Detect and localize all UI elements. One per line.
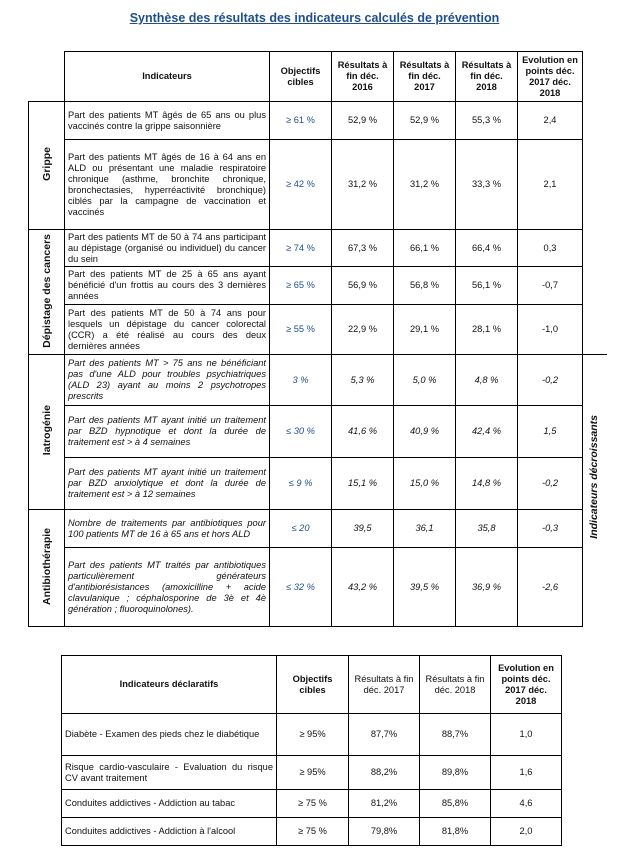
row-indicator: Part des patients MT ayant initié un traitement par BZD hypnotique et dont la durée de traitement est > à 4 semaines (65, 406, 270, 458)
row-2018: 88,7% (420, 714, 491, 756)
table-row (62, 790, 562, 818)
header2-indicator: Indicateurs déclaratifs (62, 656, 277, 714)
row-2016: 43,2 % (332, 548, 394, 627)
row-2016: 15,1 % (332, 458, 394, 510)
row-objective: ≥ 42 % (270, 140, 332, 230)
row-evolution: -0,7 (518, 267, 583, 305)
row-objective: ≥ 74 % (270, 230, 332, 267)
table-row (29, 458, 583, 510)
row-2018: 28,1 % (456, 305, 518, 355)
row-2016: 31,2 % (332, 140, 394, 230)
row-objective: ≥ 65 % (270, 267, 332, 305)
row-2017: 15,0 % (394, 458, 456, 510)
row-2018: 55,3 % (456, 102, 518, 140)
row-indicator: Part des patients MT de 50 à 74 ans participant au dépistage (organisé ou individuel) du cancer du sein (65, 230, 270, 267)
row-2016: 52,9 % (332, 102, 394, 140)
header-2016: Résultats à fin déc. 2016 (332, 52, 394, 102)
row-2018: 66,4 % (456, 230, 518, 267)
table-row (29, 510, 583, 548)
row-2018: 33,3 % (456, 140, 518, 230)
row-2018: 14,8 % (456, 458, 518, 510)
row-2018: 56,1 % (456, 267, 518, 305)
row-2017: 40,9 % (394, 406, 456, 458)
side-label: Indicateurs décroissants (588, 415, 600, 539)
row-2018: 81,8% (420, 818, 491, 846)
table-row (62, 818, 562, 846)
header2-2017: Résultats à fin déc. 2017 (349, 656, 420, 714)
row-2018: 35,8 (456, 510, 518, 548)
row-evolution: 4,6 (491, 790, 562, 818)
table-row (29, 267, 583, 305)
row-objective: ≤ 20 (270, 510, 332, 548)
prevention-indicators-table (28, 51, 583, 627)
row-evolution: -1,0 (518, 305, 583, 355)
row-2017: 66,1 % (394, 230, 456, 267)
table-row (62, 714, 562, 756)
row-2018: 89,8% (420, 756, 491, 790)
row-objective: ≤ 9 % (270, 458, 332, 510)
row-2017: 29,1 % (394, 305, 456, 355)
header-indicator: Indicateurs (65, 52, 270, 102)
row-objective: ≥ 61 % (270, 102, 332, 140)
table-row (62, 756, 562, 790)
row-2018: 85,8% (420, 790, 491, 818)
row-indicator: Part des patients MT > 75 ans ne bénéficiant pas d'une ALD pour troubles psychiatriques (ALD 23) ayant au moins 2 psychotropes prescrits (65, 355, 270, 406)
row-evolution: -0,2 (518, 458, 583, 510)
row-evolution: -2,6 (518, 548, 583, 627)
row-evolution: 2,0 (491, 818, 562, 846)
row-2017: 81,2% (349, 790, 420, 818)
decreasing-indicators-bracket (582, 354, 607, 625)
corner-cell (29, 52, 65, 102)
category-grippe: Grippe (29, 102, 65, 230)
row-objective: ≥ 75 % (277, 818, 349, 846)
row-indicator: Nombre de traitements par antibiotiques pour 100 patients MT de 16 à 65 ans et hors ALD (65, 510, 270, 548)
row-evolution: 0,3 (518, 230, 583, 267)
row-indicator: Conduites addictives - Addiction au tabac (62, 790, 277, 818)
row-2016: 67,3 % (332, 230, 394, 267)
row-objective: ≥ 75 % (277, 790, 349, 818)
row-objective: ≤ 32 % (270, 548, 332, 627)
row-indicator: Risque cardio-vasculaire - Evaluation du risque CV avant traitement (62, 756, 277, 790)
table-row (29, 140, 583, 230)
header-evolution: Evolution en points déc. 2017 déc. 2018 (518, 52, 583, 102)
row-2018: 42,4 % (456, 406, 518, 458)
category-iatrogenie: Iatrogénie (29, 355, 65, 510)
row-indicator: Part des patients MT âgés de 65 ans ou plus vaccinés contre la grippe saisonnière (65, 102, 270, 140)
row-2016: 56,9 % (332, 267, 394, 305)
row-2017: 36,1 (394, 510, 456, 548)
row-indicator: Part des patients MT de 50 à 74 ans pour lesquels un dépistage du cancer colorectal (CCR) a été réalisé au cours des deux dernières années (65, 305, 270, 355)
row-2017: 56,8 % (394, 267, 456, 305)
row-2017: 79,8% (349, 818, 420, 846)
header-2017: Résultats à fin déc. 2017 (394, 52, 456, 102)
row-evolution: -0,2 (518, 355, 583, 406)
header-2018: Résultats à fin déc. 2018 (456, 52, 518, 102)
row-evolution: 1,6 (491, 756, 562, 790)
table-row (29, 406, 583, 458)
row-evolution: 2,4 (518, 102, 583, 140)
table-row (29, 305, 583, 355)
table-row (29, 355, 583, 406)
row-2017: 39,5 % (394, 548, 456, 627)
row-2017: 88,2% (349, 756, 420, 790)
row-indicator: Part des patients MT ayant initié un traitement par BZD anxiolytique et dont la durée de traitement est > à 12 semaines (65, 458, 270, 510)
row-objective: ≥ 95% (277, 714, 349, 756)
row-2016: 41,6 % (332, 406, 394, 458)
row-2016: 39,5 (332, 510, 394, 548)
row-objective: ≥ 95% (277, 756, 349, 790)
table-row (29, 548, 583, 627)
row-evolution: 1,5 (518, 406, 583, 458)
row-evolution: -0,3 (518, 510, 583, 548)
row-2017: 87,7% (349, 714, 420, 756)
row-indicator: Part des patients MT traités par antibiotiques particulièrement générateurs d'antibiorésistances (amoxicilline + acide clavulanique ; céphalosporine de 3è et 4è génération ; fluoroquinolones). (65, 548, 270, 627)
row-indicator: Part des patients MT de 25 à 65 ans ayant bénéficié d'un frottis au cours des 3 dernières années (65, 267, 270, 305)
table-row (29, 102, 583, 140)
row-evolution: 1,0 (491, 714, 562, 756)
category-depistage: Dépistage des cancers (29, 230, 65, 355)
row-objective: 3 % (270, 355, 332, 406)
page-title: Synthèse des résultats des indicateurs calculés de prévention (129, 11, 500, 25)
header-objective: Objectifs cibles (270, 52, 332, 102)
table-row (29, 230, 583, 267)
row-objective: ≥ 55 % (270, 305, 332, 355)
row-2017: 31,2 % (394, 140, 456, 230)
header2-evolution: Evolution en points déc. 2017 déc. 2018 (491, 656, 562, 714)
row-2018: 36,9 % (456, 548, 518, 627)
row-2018: 4,8 % (456, 355, 518, 406)
row-indicator: Diabète - Examen des pieds chez le diabétique (62, 714, 277, 756)
header2-objective: Objectifs cibles (277, 656, 349, 714)
header2-2018: Résultats à fin déc. 2018 (420, 656, 491, 714)
row-2017: 52,9 % (394, 102, 456, 140)
row-evolution: 2,1 (518, 140, 583, 230)
row-2017: 5,0 % (394, 355, 456, 406)
row-indicator: Conduites addictives - Addiction à l'alcool (62, 818, 277, 846)
row-objective: ≤ 30 % (270, 406, 332, 458)
row-2016: 5,3 % (332, 355, 394, 406)
row-2016: 22,9 % (332, 305, 394, 355)
declarative-indicators-table (61, 655, 562, 846)
row-indicator: Part des patients MT âgés de 16 à 64 ans en ALD ou présentant une maladie respiratoire chronique (asthme, bronchite chronique, bronchectasies, hyperréactivité bronchique) ciblés par la campagne de vaccination et vaccinés (65, 140, 270, 230)
category-antibiotherapie: Antibiothérapie (29, 510, 65, 627)
